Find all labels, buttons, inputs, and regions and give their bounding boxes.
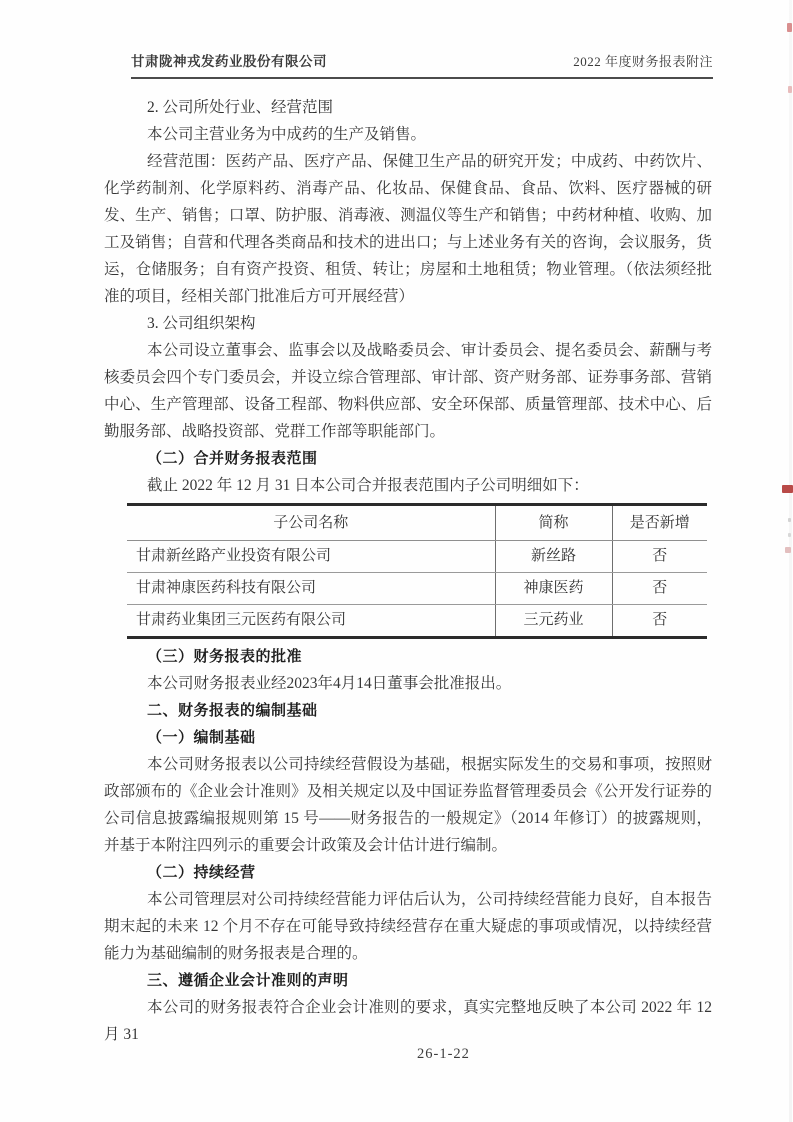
subsidiary-is-new: 否: [612, 573, 707, 605]
paragraph-consolidation-intro: 截止 2022 年 12 月 31 日本公司合并报表范围内子公司明细如下：: [147, 477, 589, 494]
company-name: 甘肃陇神戎发药业股份有限公司: [131, 54, 327, 69]
table-row: [127, 605, 707, 638]
subsidiary-name: 甘肃神康医药科技有限公司: [127, 573, 495, 605]
scan-edge-streak: [789, 0, 792, 1122]
subsidiary-short-name: 神康医药: [495, 573, 612, 605]
column-header-subsidiary-name: 子公司名称: [127, 505, 495, 541]
subsidiary-short-name: 新丝路: [495, 541, 612, 573]
scan-red-mark: [782, 485, 793, 493]
paragraph-statements-approval: 本公司财务报表业经2023年4月14日董事会批准报出。: [147, 675, 512, 692]
subsidiary-short-name: 三元药业: [495, 605, 612, 638]
subsidiary-name: 甘肃新丝路产业投资有限公司: [127, 541, 495, 573]
paragraph-main-business: 本公司主营业务为中成药的生产及销售。: [147, 126, 427, 143]
paragraph-compliance-statement: 本公司的财务报表符合企业会计准则的要求，真实完整地反映了本公司 2022 年 12 月 31: [104, 999, 712, 1043]
paragraph-business-scope: 经营范围：医药产品、医疗产品、保健卫生产品的研究开发；中成药、中药饮片、化学药制剂、化学原料药、消毒产品、化妆品、保健食品、食品、饮料、医疗器械的研发、生产、销售；口罩、防护服、消毒液、测温仪等生产和销售；中药材种植、收购、加工及销售；自营和代理各类商品和技术的进出口；与上述业务有关的咨询，会议服务，货运，仓储服务；自有资产投资、租赁、转让；房屋和土地租赁；物业管理。（依法须经批准的项目，经相关部门批准后方可开展经营）: [104, 153, 712, 305]
heading-compliance-statement: 三、遵循企业会计准则的声明: [147, 972, 349, 989]
scan-gray-mark: [788, 518, 791, 522]
paragraph-preparation-basis: 本公司财务报表以公司持续经营假设为基础，根据实际发生的交易和事项，按照财政部颁布的《企业会计准则》及相关规定以及中国证券监督管理委员会《公开发行证券的公司信息披露编报规则第 15 号——财务报告的一般规定》（2014 年修订）的披露规则，并基于本附注四列示的重要会计政策及会计估计进行编制。: [104, 756, 712, 854]
page-number: 26-1-22: [417, 1046, 470, 1062]
table-header-row: [127, 505, 707, 541]
table-row: [127, 541, 707, 573]
report-title: 2022 年度财务报表附注: [573, 54, 713, 69]
scan-red-mark: [787, 23, 792, 32]
paragraph-org-structure: 本公司设立董事会、监事会以及战略委员会、审计委员会、提名委员会、薪酬与考核委员会四个专门委员会，并设立综合管理部、审计部、资产财务部、证券事务部、营销中心、生产管理部、设备工程部、物料供应部、安全环保部、质量管理部、技术中心、后勤服务部、战略投资部、党群工作部等职能部门。: [104, 342, 712, 440]
heading-org-structure: 3. 公司组织架构: [147, 315, 256, 332]
scan-red-mark: [785, 547, 791, 553]
paragraph-going-concern: 本公司管理层对公司持续经营能力评估后认为，公司持续经营能力良好，自本报告期末起的未来 12 个月不存在可能导致持续经营存在重大疑虑的事项或情况，以持续经营能力为基础编制的财务报表是合理的。: [104, 891, 712, 962]
heading-preparation-basis: （一）编制基础: [147, 729, 256, 746]
document-body: [104, 94, 712, 1048]
subsidiaries-table: [127, 503, 707, 639]
column-header-short-name: 简称: [495, 505, 612, 541]
subsidiary-is-new: 否: [612, 541, 707, 573]
heading-going-concern: （二）持续经营: [147, 864, 256, 881]
heading-preparation-basis-section: 二、财务报表的编制基础: [147, 702, 318, 719]
scan-red-mark: [788, 86, 792, 93]
heading-consolidation-scope: （二）合并财务报表范围: [147, 450, 318, 467]
scan-gray-mark: [788, 533, 791, 537]
table-row: [127, 573, 707, 605]
heading-industry-scope: 2. 公司所处行业、经营范围: [147, 99, 334, 116]
page-header: [131, 50, 713, 79]
column-header-is-new: 是否新增: [612, 505, 707, 541]
subsidiary-is-new: 否: [612, 605, 707, 638]
heading-statements-approval: （三）财务报表的批准: [147, 648, 303, 665]
subsidiary-name: 甘肃药业集团三元医药有限公司: [136, 612, 347, 628]
